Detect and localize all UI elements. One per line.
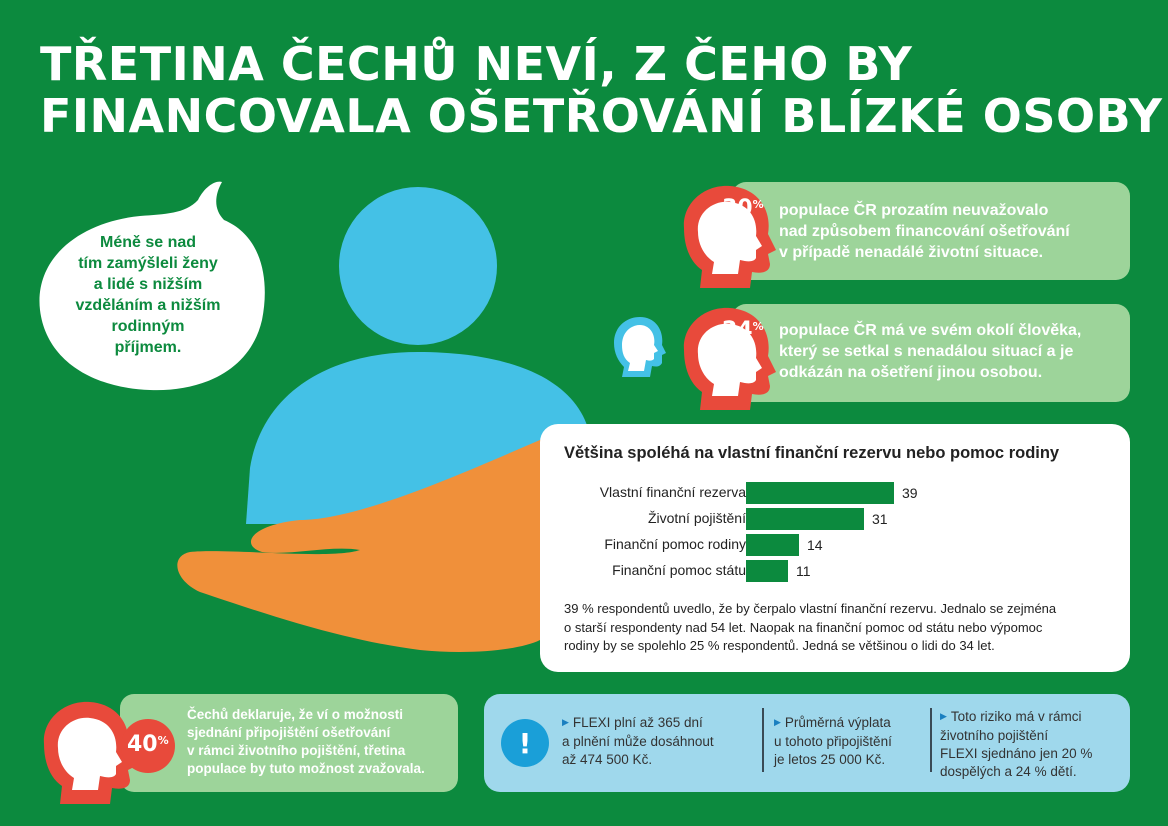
stat-40-line: sjednání připojištění ošetřování <box>187 725 391 740</box>
title-line-2: FINANCOVALA OŠETŘOVÁNÍ BLÍZKÉ OSOBY <box>40 89 1163 143</box>
info-line <box>774 714 934 733</box>
info-line: u tohoto připojištění <box>774 734 892 749</box>
bar-value: 31 <box>872 511 888 527</box>
stat-30-sign: % <box>752 198 764 211</box>
stat-40-line: v rámci životního pojištění, třetina <box>187 743 406 758</box>
info-box <box>484 694 1130 792</box>
stat-30-percent <box>722 196 764 221</box>
chart-card <box>540 424 1130 672</box>
chart-note-line: o starší respondenty nad 54 let. Naopak na finanční pomoc od státu nebo výpomoc <box>564 619 1043 635</box>
stat-40-text <box>187 706 457 778</box>
info-line: až 474 500 Kč. <box>562 752 653 767</box>
stat-30-value: 30 <box>722 196 753 221</box>
exclamation-icon <box>500 718 550 768</box>
info-column-1 <box>562 714 752 769</box>
bubble-line: a lidé s nižším <box>93 276 203 293</box>
info-line: dospělých a 24 % dětí. <box>940 764 1077 779</box>
info-line: FLEXI sjednáno jen 20 % <box>940 746 1093 761</box>
stat-24-text <box>779 320 1124 383</box>
bar-value: 39 <box>902 485 918 501</box>
info-line: životního pojištění <box>940 728 1049 743</box>
bar <box>746 508 864 530</box>
stat-30-line: nad způsobem financování ošetřování <box>779 223 1070 240</box>
head-profile-icon <box>676 300 776 412</box>
info-divider <box>930 708 932 772</box>
stat-24-percent <box>722 318 764 343</box>
head-profile-icon <box>610 313 666 381</box>
chart-note-line: rodiny by se spolehlo 25 % respondentů. Jedná se většinou o lidi do 34 let. <box>564 638 995 653</box>
stat-24-value: 24 <box>722 318 753 343</box>
info-divider <box>762 708 764 772</box>
triangle-bullet-icon: ▶ <box>774 717 781 727</box>
chart-note-line: 39 % respondentů uvedlo, že by čerpalo vlastní finanční rezervu. Jednalo se zejména <box>564 601 1057 616</box>
stat-24-line: který se setkal s nenadálou situací a je <box>779 343 1074 360</box>
bar-label: Finanční pomoc rodiny <box>604 536 746 552</box>
info-column-2 <box>774 714 934 769</box>
info-line-text: FLEXI plní až 365 dní <box>572 715 703 730</box>
speech-bubble-text <box>58 232 238 358</box>
chart-title: Většina spoléhá na vlastní finanční rezervu nebo pomoc rodiny <box>564 444 1060 462</box>
triangle-bullet-icon: ▶ <box>940 711 947 721</box>
stat-24-line: odkázán na ošetření jinou osobou. <box>779 364 1043 381</box>
title-line-1: TŘETINA ČECHŮ NEVÍ, Z ČEHO BY <box>40 37 913 91</box>
bar <box>746 560 788 582</box>
bar <box>746 534 799 556</box>
stat-30-line: populace ČR prozatím neuvažovalo <box>779 202 1049 219</box>
bar-label: Finanční pomoc státu <box>612 562 746 578</box>
stat-30-text <box>779 200 1119 263</box>
bubble-line: příjmem. <box>114 339 182 356</box>
stat-30-line: v případě nenadálé životní situace. <box>779 244 1044 261</box>
info-line <box>562 714 752 733</box>
triangle-bullet-icon: ▶ <box>562 717 569 727</box>
bar-value: 11 <box>796 563 811 579</box>
stat-24-line: populace ČR má ve svém okolí člověka, <box>779 322 1082 339</box>
info-line: je letos 25 000 Kč. <box>774 752 886 767</box>
chart-note <box>564 600 1109 656</box>
bar-value: 14 <box>807 537 823 553</box>
bar-label: Životní pojištění <box>647 510 746 526</box>
bar <box>746 482 894 504</box>
stat-40-line: Čechů deklaruje, že ví o možnosti <box>187 707 404 722</box>
stat-40-line: populace by tuto možnost zvažovala. <box>187 761 425 776</box>
stat-40-sign: % <box>157 734 169 747</box>
stat-40-percent <box>127 732 169 757</box>
info-line <box>940 708 1120 727</box>
stat-24-sign: % <box>752 320 764 333</box>
bubble-line: Méně se nad <box>99 234 197 251</box>
exclamation-mark: ! <box>518 727 532 760</box>
info-line: a plnění může dosáhnout <box>562 734 714 749</box>
head-profile-icon <box>676 178 776 290</box>
bubble-line: rodinným <box>111 318 185 335</box>
info-column-3 <box>940 708 1120 781</box>
bubble-line: vzděláním a nižším <box>75 297 221 314</box>
info-line-text: Průměrná výplata <box>784 715 891 730</box>
bar-label: Vlastní finanční rezerva <box>599 484 746 500</box>
stat-40-value: 40 <box>127 732 158 757</box>
bubble-line: tím zamýšleli ženy <box>78 255 218 272</box>
info-line-text: Toto riziko má v rámci <box>950 709 1082 724</box>
